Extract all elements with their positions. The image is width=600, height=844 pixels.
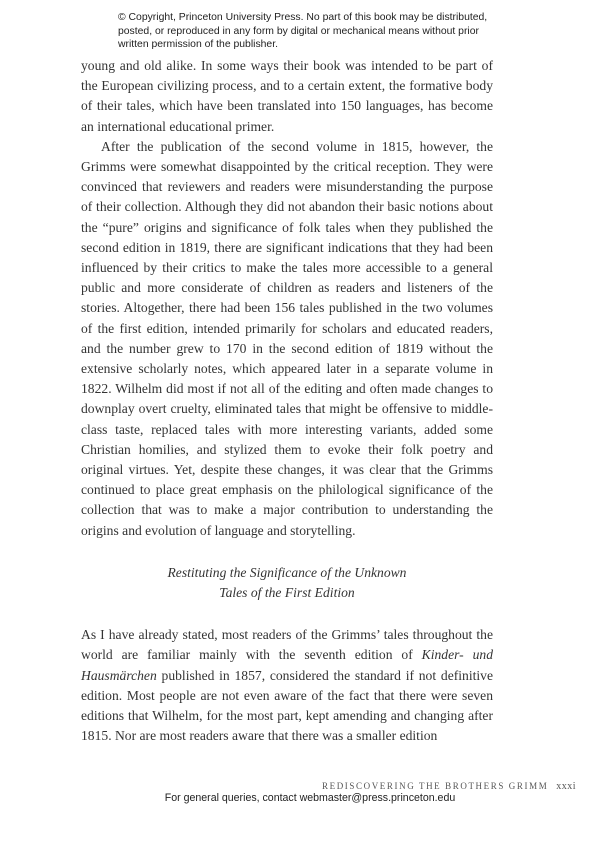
section-heading xyxy=(81,563,493,603)
paragraph-text-after-title: published in 1857, considered the standard if not definitive edition. Most people are not even aware of the fact that there were seven editions that Wilhelm, for the most part, kept amending and changing after 1815. Nor are most readers aware that there was a smaller edition xyxy=(81,667,493,744)
book-title: Kinder- und Hausmärchen xyxy=(81,647,493,683)
section-heading-line-2: Tales of the First Edition xyxy=(219,585,355,601)
paragraph-seventh-edition xyxy=(81,625,493,746)
section-heading-line-1: Restituting the Significance of the Unknown xyxy=(167,564,407,580)
body-text xyxy=(81,56,493,747)
running-footer xyxy=(322,781,577,792)
page-number: xxxi xyxy=(556,781,577,792)
paragraph-continuation: young and old alike. In some ways their book was intended to be part of the European civilizing process, and to a certain extent, the formative body of their tales, which have been translated into 150 languages, has become an international educational primer. xyxy=(81,58,493,134)
copyright-notice: © Copyright, Princeton University Press. No part of this book may be distributed, posted, or reproduced in any form by digital or mechanical means without prior written permission of the publisher. xyxy=(118,12,488,50)
paragraph-text-before-title: As I have already stated, most readers of the Grimms’ tales throughout the world are familiar mainly with the seventh edition of xyxy=(81,627,493,663)
running-footer-title: REDISCOVERING THE BROTHERS GRIMM xyxy=(322,781,549,791)
contact-line: For general queries, contact webmaster@press.princeton.edu xyxy=(164,792,456,804)
paragraph-critical-reception: After the publication of the second volume in 1815, however, the Grimms were somewhat disappointed by the critical reception. They were convinced that reviewers and readers were misunderstanding the purpose of their collection. Although they did not abandon their basic notions about the “pure” origins and significance of folk tales when they published the second edition in 1819, there are significant indications that they had been influenced by their critics to make the tales more accessible to a general public and more considerate of children as readers and listeners of the stories. Altogether, there had been 156 tales published in the two volumes of the first edition, intended primarily for scholars and educated readers, and the number grew to 170 in the second edition of 1819 without the extensive scholarly notes, which appeared later in a separate volume in 1822. Wilhelm did most if not all of the editing and often made changes to downplay overt cruelty, eliminated tales that might be offensive to middle-class taste, replaced tales with more interesting variants, added some Christian homilies, and stylized them to evoke their folk poetry and original virtues. Yet, despite these changes, it was clear that the Grimms continued to place great emphasis on the philological significance of the collection that was to make a major contribution to understanding the origins and evolution of language and storytelling. xyxy=(81,138,493,538)
